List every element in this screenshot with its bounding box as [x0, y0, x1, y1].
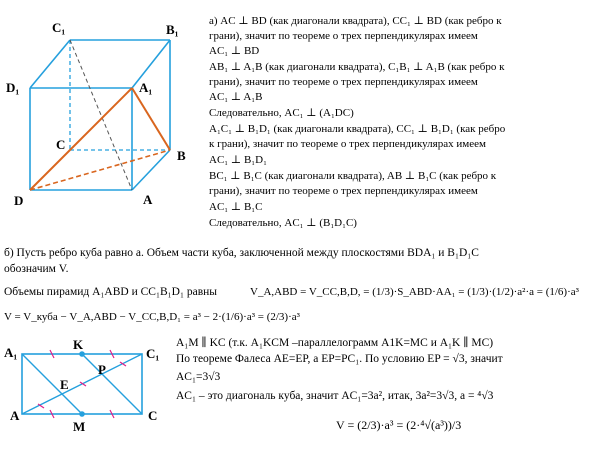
part-a-line: AC₁ ⊥ BD: [209, 45, 260, 57]
part-b-intro-2: обозначим V.: [4, 263, 69, 275]
cube-label-c1: C₁: [52, 20, 66, 35]
cube-label-a: A: [143, 192, 153, 207]
rect-label-a1: A₁: [4, 345, 18, 360]
part-a-line: AC₁ ⊥ A₁B: [209, 91, 263, 103]
part-a-line: Следовательно, AC₁ ⊥ (A₁DC): [209, 107, 354, 119]
edge-c1d1: [30, 40, 70, 88]
part-a-line: грани), значит по теореме о трех перпендикулярах имеем: [209, 30, 478, 42]
cube-label-d: D: [14, 193, 24, 208]
volumes-label: Объемы пирамид A₁ABD и CC₁B₁D₁ равны: [4, 286, 218, 298]
cube-label-d1: D₁: [6, 80, 20, 95]
part-c-line: AC₁ – это диагональ куба, значит AC₁=3a², итак, 3a²=3√3, a = ⁴√3: [176, 390, 494, 402]
rect-label-c1: C₁: [146, 346, 160, 361]
part-c-line: AC₁=3√3: [176, 371, 221, 383]
part-a-line: A₁C₁ ⊥ B₁D₁ (как диагонали квадрата), CC₁ ⊥ B₁D₁ (как ребро: [209, 123, 506, 135]
rect-label-a: A: [10, 408, 20, 423]
cube-label-b1: B₁: [166, 22, 179, 37]
line-a1m: [22, 354, 82, 414]
part-a-line: грани), значит по теореме о трех перпендикулярах имеем: [209, 185, 478, 197]
cube-label-c: C: [56, 137, 66, 152]
cube-label-a1: A₁: [139, 80, 153, 95]
line-kc: [82, 354, 142, 414]
rect-label-p: P: [98, 362, 106, 377]
part-a-line: AC₁ ⊥ B₁C: [209, 201, 263, 213]
final-volume-formula: V = (2/3)·a³ = (2·⁴√(a³))/3: [336, 418, 462, 432]
rect-label-k: K: [73, 337, 84, 352]
cube-label-b: B: [177, 148, 186, 163]
volumes-formula: V_A,ABD = V_CC,B,D, = (1/3)·S_ABD·AA₁ = (1/3)·(1/2)·a²·a = (1/6)·a³: [250, 286, 579, 298]
edge-ab: [132, 150, 170, 190]
part-b-intro-1: б) Пусть ребро куба равно a. Объем части куба, заключенной между плоскостями BDA₁ и B₁D₁C: [4, 247, 479, 259]
part-a-line: Следовательно, AC₁ ⊥ (B₁D₁C): [209, 217, 357, 229]
volume-difference-formula: V = V_куба − V_A,ABD − V_CC,B,D₁ = a³ − 2·(1/6)·a³ = (2/3)·a³: [4, 311, 300, 323]
part-a-line: AB₁ ⊥ A₁B (как диагонали квадрата), C₁B₁ ⊥ A₁B (как ребро к: [209, 61, 505, 73]
rect-label-c: C: [148, 408, 158, 423]
part-a-line: грани), значит по теореме о трех перпендикулярах имеем: [209, 76, 478, 88]
diagonal-da1: [30, 88, 132, 190]
rect-label-e: E: [60, 377, 69, 392]
part-c-line: По теореме Фалеса AE=EP, а EP=PC₁. По условию EP = √3, значит: [176, 353, 503, 365]
rect-label-m: M: [73, 419, 86, 434]
point-m: [79, 411, 85, 417]
diagonal-ac1: [70, 40, 132, 190]
diagonal-a1b: [132, 88, 170, 150]
part-a-line: а) AC ⊥ BD (как диагонали квадрата), CC₁ ⊥ BD (как ребро к: [209, 15, 502, 27]
part-a-line: к грани), значит по теореме о трех перпендикулярах имеем: [209, 138, 486, 150]
part-a-line: BC₁ ⊥ B₁C (как диагонали квадрата), AB ⊥ B₁C (как ребро к: [209, 170, 497, 182]
part-a-line: AC₁ ⊥ B₁D₁: [209, 154, 267, 166]
part-c-line: A₁M ∥ KC (т.к. A₁KCM –параллелограмм A1K=MC и A₁K ∥ MC): [176, 337, 494, 349]
